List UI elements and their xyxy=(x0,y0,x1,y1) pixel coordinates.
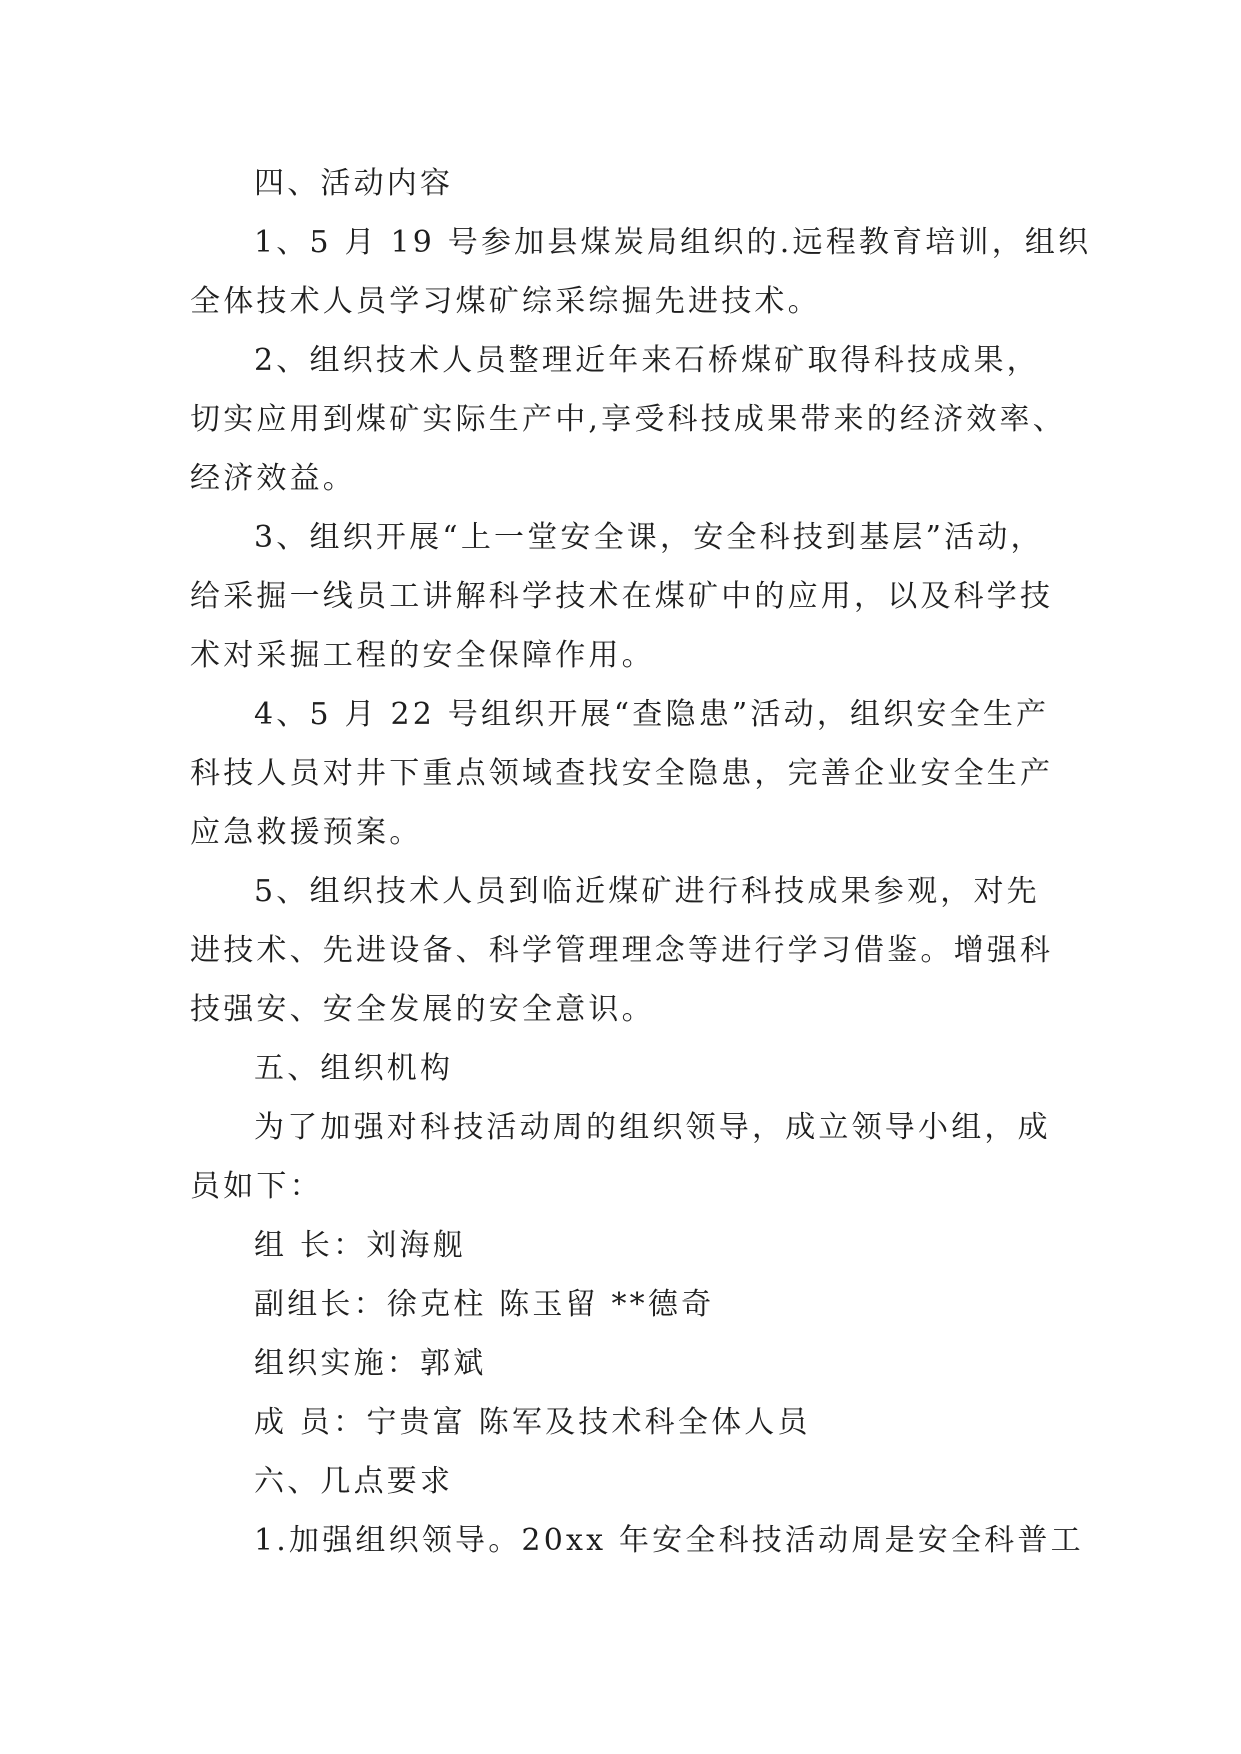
section-heading-organization: 五、组织机构 xyxy=(254,1051,454,1086)
paragraph-line: 进技术、先进设备、科学管理理念等进行学习借鉴。增强科 xyxy=(190,933,1054,968)
member-line-implementation: 组织实施：郭斌 xyxy=(254,1346,487,1381)
paragraph-line: 给采掘一线员工讲解科学技术在煤矿中的应用，以及科学技 xyxy=(190,579,1054,614)
document-body xyxy=(190,154,1092,1570)
member-line-members: 成 员：宁贵富 陈军及技术科全体人员 xyxy=(254,1405,811,1440)
paragraph-line: 经济效益。 xyxy=(190,461,356,496)
paragraph-line: 3、组织开展“上一堂安全课，安全科技到基层”活动， xyxy=(254,520,1044,555)
paragraph-line: 切实应用到煤矿实际生产中,享受科技成果带来的经济效率、 xyxy=(190,402,1066,437)
paragraph-line: 全体技术人员学习煤矿综采综掘先进技术。 xyxy=(190,284,821,319)
section-heading-activity-content: 四、活动内容 xyxy=(254,166,454,201)
member-line-leader: 组 长：刘海舰 xyxy=(254,1228,466,1263)
paragraph-line: 术对采掘工程的安全保障作用。 xyxy=(190,638,655,673)
paragraph-line: 4、5 月 22 号组织开展“查隐患”活动，组织安全生产 xyxy=(254,697,1050,732)
paragraph-line: 2、组织技术人员整理近年来石桥煤矿取得科技成果， xyxy=(254,343,1040,378)
paragraph-line: 员如下： xyxy=(190,1169,323,1204)
paragraph-line: 1、5 月 19 号参加县煤炭局组织的.远程教育培训，组织 xyxy=(254,225,1092,260)
paragraph-line: 科技人员对井下重点领域查找安全隐患，完善企业安全生产 xyxy=(190,756,1054,791)
paragraph-line: 技强安、安全发展的安全意识。 xyxy=(190,992,655,1027)
section-heading-requirements: 六、几点要求 xyxy=(254,1464,454,1499)
paragraph-line: 1.加强组织领导。20xx 年安全科技活动周是安全科普工 xyxy=(254,1523,1084,1558)
paragraph-line: 应急救援预案。 xyxy=(190,815,423,850)
paragraph-line: 为了加强对科技活动周的组织领导，成立领导小组，成 xyxy=(254,1110,1051,1145)
paragraph-line: 5、组织技术人员到临近煤矿进行科技成果参观，对先 xyxy=(254,874,1040,909)
member-line-deputy: 副组长：徐克柱 陈玉留 **德奇 xyxy=(254,1287,715,1322)
